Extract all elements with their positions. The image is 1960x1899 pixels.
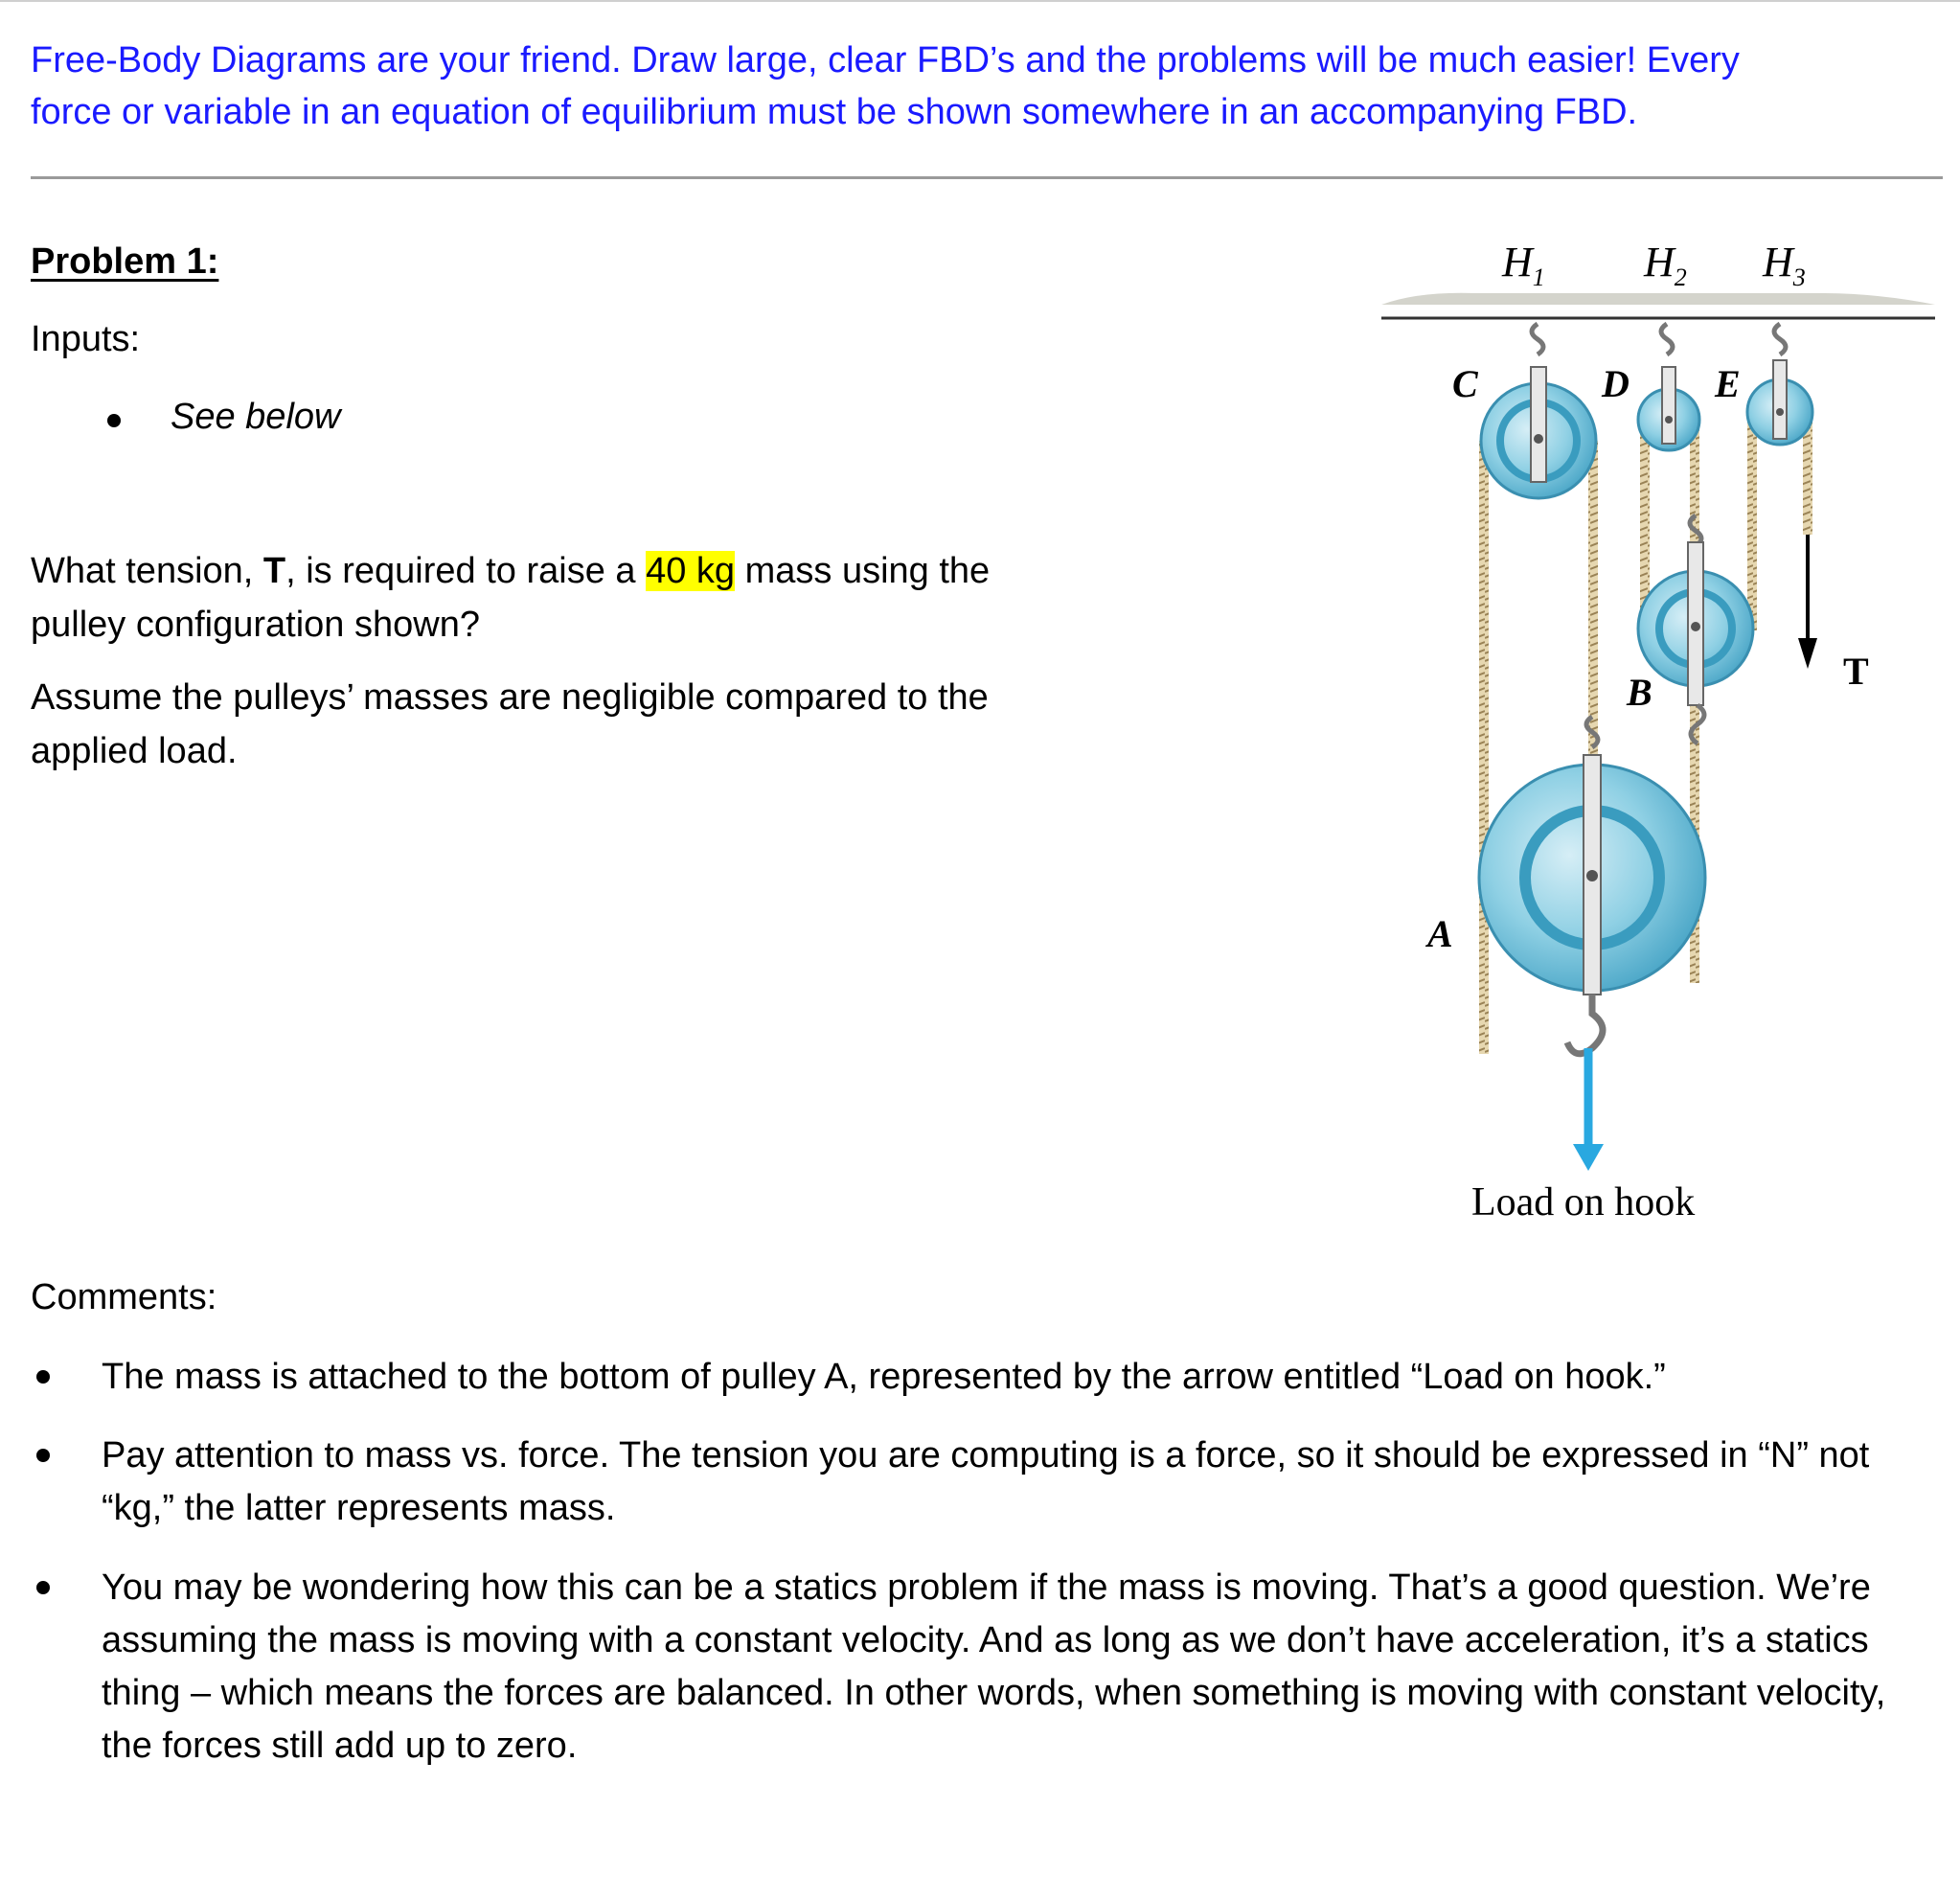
label-c: C: [1452, 362, 1478, 405]
mass-highlight: 40 kg: [646, 551, 736, 591]
rope-e-left: [1747, 410, 1757, 630]
rope-c-left: [1479, 441, 1489, 1054]
label-t: T: [1843, 650, 1869, 693]
inputs-label: Inputs:: [31, 319, 141, 359]
load-arrow-icon: [1573, 1048, 1604, 1171]
comment-item: Pay attention to mass vs. force. The tension you are computing is a force, so it should be expressed in “N” not “kg,” the latter represents mass.: [102, 1435, 1870, 1528]
problem-assumption: Assume the pulleys’ masses are negligible compared to the applied load.: [31, 677, 989, 771]
section-divider: [31, 176, 1943, 179]
label-a: A: [1427, 912, 1453, 955]
bullet-icon: [36, 1581, 50, 1594]
label-h2: $H_2$: [1644, 239, 1687, 291]
load-hook-icon: [1567, 995, 1603, 1054]
label-h1: $H_1$: [1502, 239, 1545, 291]
bullet-icon: [36, 1449, 50, 1462]
pulley-d: [1638, 367, 1699, 450]
pulley-figure: [1360, 218, 1945, 1263]
tension-arrow-icon: [1798, 535, 1817, 669]
intro-line-1: Free-Body Diagrams are your friend. Draw large, clear FBD’s and the problems will be much easier! Every: [31, 40, 1740, 80]
top-rule: [0, 0, 1960, 2]
pulley-a: [1479, 717, 1705, 1054]
pulley-c: [1481, 367, 1596, 498]
label-b: B: [1627, 671, 1652, 714]
question-text-mid: , is required to raise a: [285, 551, 647, 591]
bullet-icon: [36, 1370, 50, 1384]
ceiling-shade: [1381, 293, 1935, 305]
problem-question: [31, 544, 1046, 652]
label-h3: $H_3$: [1763, 239, 1806, 291]
question-text-before: What tension,: [31, 551, 263, 591]
tension-variable: T: [262, 551, 286, 591]
pulley-e: [1747, 360, 1812, 445]
comments-label: Comments:: [31, 1277, 217, 1317]
intro-note: [31, 34, 1908, 138]
input-item: See below: [171, 397, 341, 437]
problem-title: Problem 1:: [31, 241, 219, 282]
label-e: E: [1715, 362, 1741, 405]
label-d: D: [1602, 362, 1630, 405]
rope-c-right: [1588, 441, 1598, 772]
bullet-icon: [107, 414, 121, 427]
pulley-diagram: [1360, 218, 1945, 1263]
intro-line-2: force or variable in an equation of equilibrium must be shown somewhere in an accompanying FBD.: [31, 92, 1638, 132]
ceiling-hooks: [1532, 324, 1786, 355]
question-text-after: mass using the pulley configuration shown?: [31, 551, 991, 645]
load-on-hook-label: Load on hook: [1471, 1180, 1696, 1224]
comment-item: You may be wondering how this can be a statics problem if the mass is moving. That’s a good question. We’re assuming the mass is moving with a constant velocity. And as long as we don’t have acceleration, it’s a statics thing – which means the forces are balanced. In other words, when something is moving with constant velocity, the forces still add up to zero.: [102, 1567, 1886, 1766]
comment-item: The mass is attached to the bottom of pulley A, represented by the arrow entitled “Load on hook.”: [102, 1357, 1666, 1397]
